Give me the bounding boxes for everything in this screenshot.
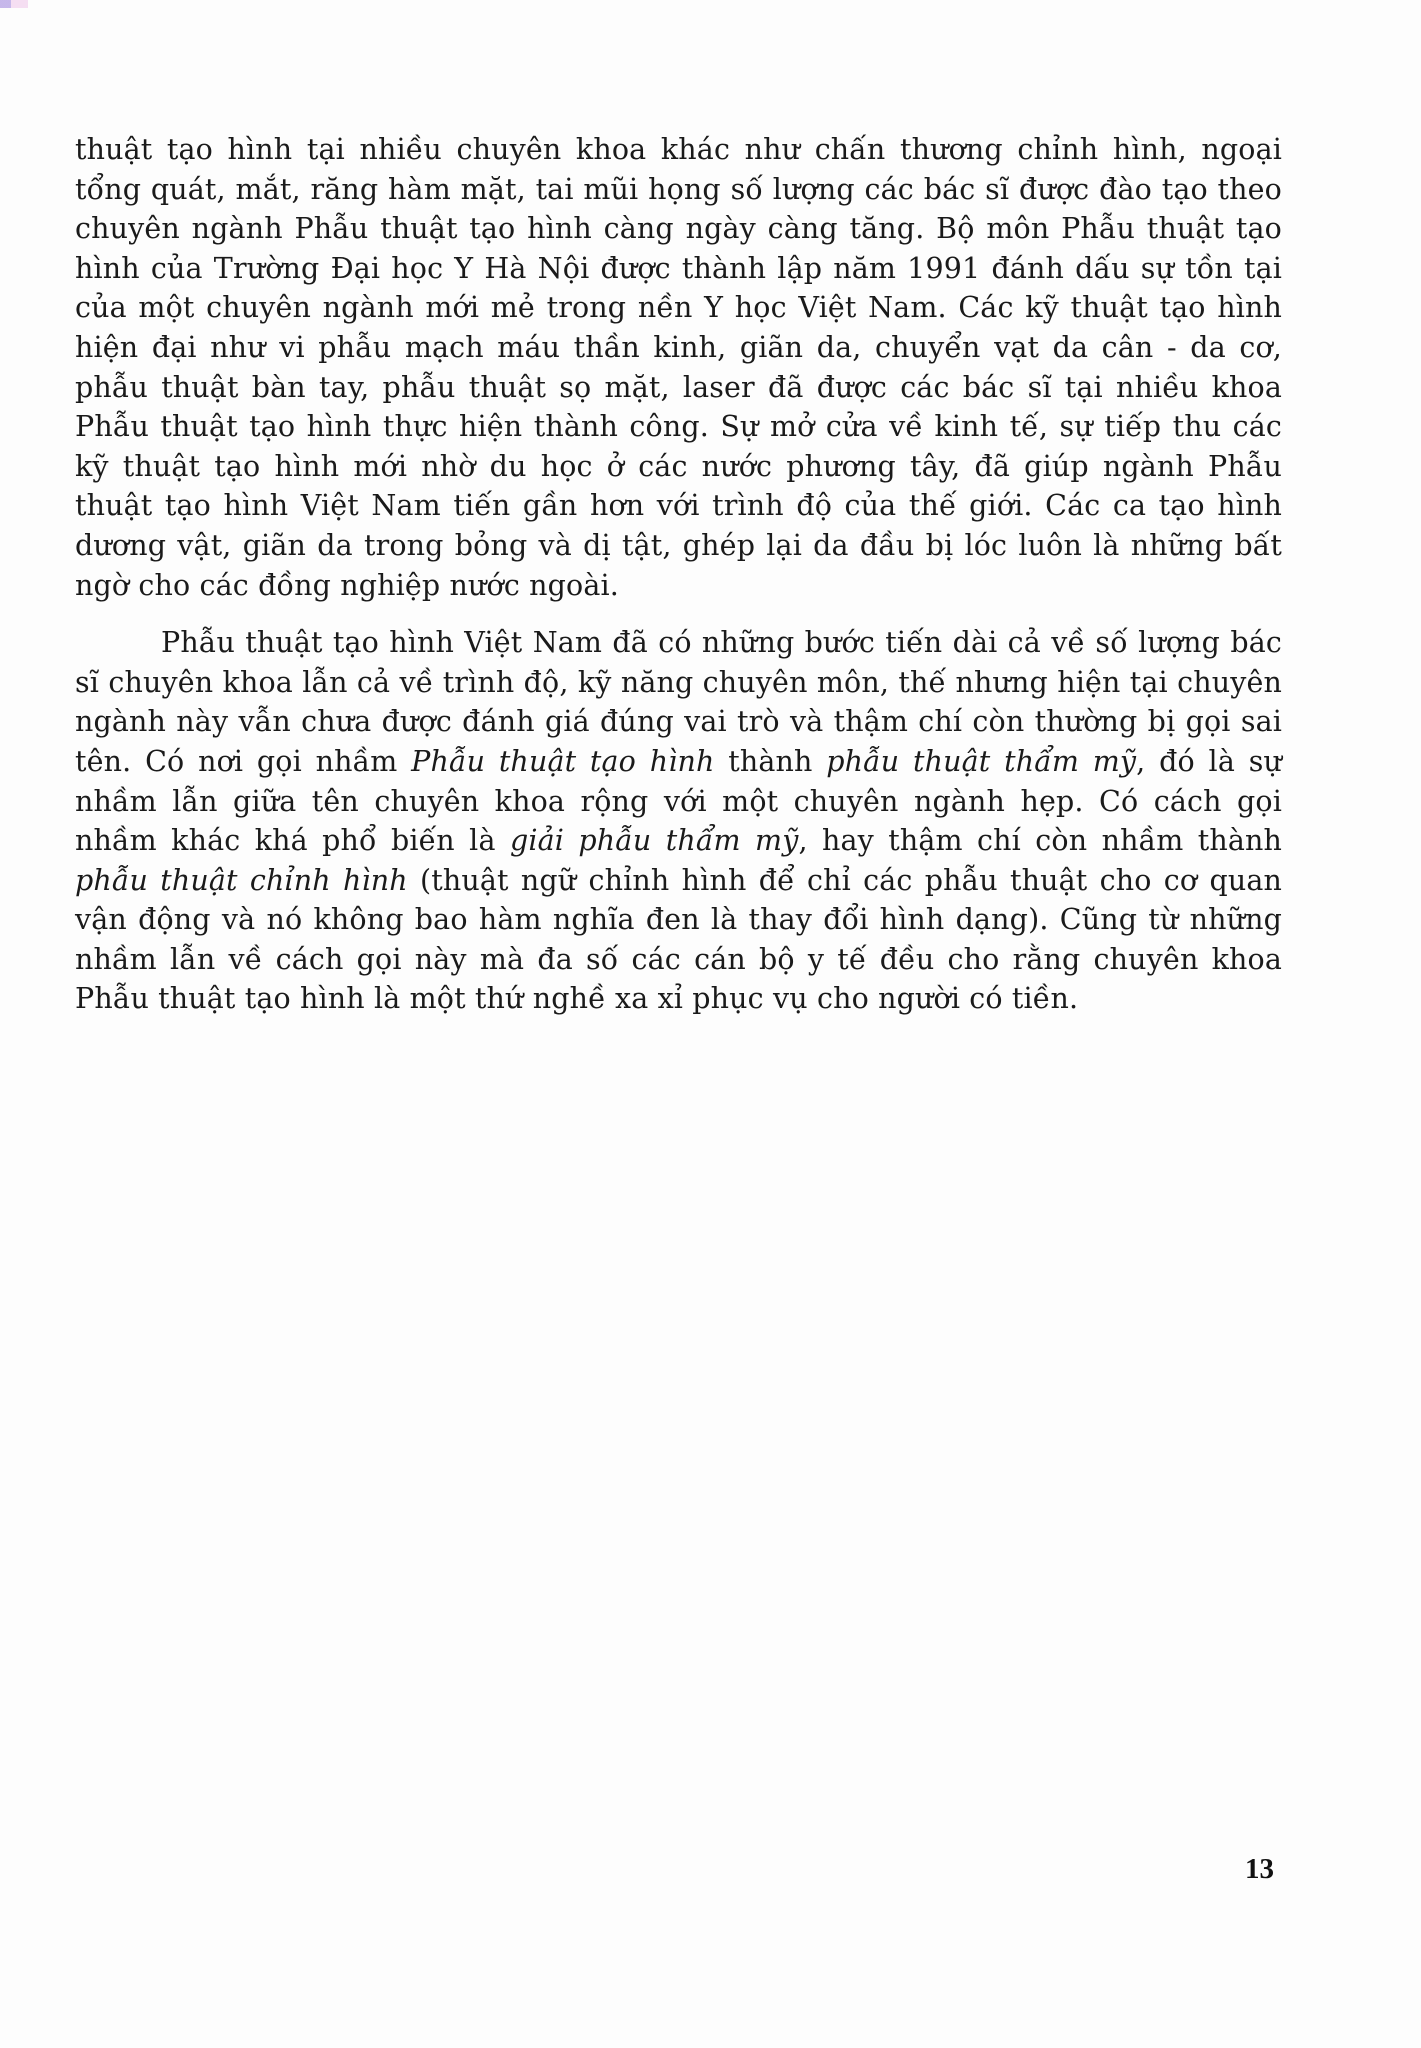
page-number: 13 [1245,1853,1274,1885]
text-run: , hay thậm chí còn nhầm thành [798,824,1283,858]
text-run: Phẫu thuật tạo hình Việt Nam đã có những bước tiến dài cả về số lượng bác sĩ chuyên khoa lẫn cả về trình độ, kỹ năng chuyên môn, thế nhưng hiện tại chuyên ngành này vẫn chưa được đánh giá đúng vai trò và thậm chí còn thường bị gọi sai tên. Có nơi gọi nhầm [75,626,1282,778]
italic-term: phẫu thuật thẩm mỹ [826,744,1137,778]
paragraph [75,623,1282,1019]
italic-term: giải phẫu thẩm mỹ [509,824,799,858]
text-run: thành [714,744,827,778]
paragraph: thuật tạo hình tại nhiều chuyên khoa khác như chấn thương chỉnh hình, ngoại tổng quát, mắt, răng hàm mặt, tai mũi họng số lượng các bác sĩ được đào tạo theo chuyên ngành Phẫu thuật tạo hình càng ngày càng tăng. Bộ môn Phẫu thuật tạo hình của Trường Đại học Y Hà Nội được thành lập năm 1991 đánh dấu sự tồn tại của một chuyên ngành mới mẻ trong nền Y học Việt Nam. Các kỹ thuật tạo hình hiện đại như vi phẫu mạch máu thần kinh, giãn da, chuyển vạt da cân - da cơ, phẫu thuật bàn tay, phẫu thuật sọ mặt, laser đã được các bác sĩ tại nhiều khoa Phẫu thuật tạo hình thực hiện thành công. Sự mở cửa về kinh tế, sự tiếp thu các kỹ thuật tạo hình mới nhờ du học ở các nước phương tây, đã giúp ngành Phẫu thuật tạo hình Việt Nam tiến gần hơn với trình độ của thế giới. Các ca tạo hình dương vật, giãn da trong bỏng và dị tật, ghép lại da đầu bị lóc luôn là những bất ngờ cho các đồng nghiệp nước ngoài. [75,133,1282,602]
scan-edge-mark [0,0,28,8]
body-text [75,130,1282,1019]
text-run: (thuật ngữ chỉnh hình để chỉ các phẫu thuật cho cơ quan vận động và nó không bao hàm nghĩa đen là thay đổi hình dạng). Cũng từ những nhầm lẫn về cách gọi này mà đa số các cán bộ y tế đều cho rằng chuyên khoa Phẫu thuật tạo hình là một thứ nghề xa xỉ phục vụ cho người có tiền. [75,863,1282,1016]
italic-term: phẫu thuật chỉnh hình [75,863,408,897]
text-run: , đó là sự nhầm lẫn giữa tên chuyên khoa rộng với một chuyên ngành hẹp. Có cách gọi nhầm khác khá phổ biến là [75,744,1282,858]
italic-term: Phẫu thuật tạo hình [411,744,715,778]
